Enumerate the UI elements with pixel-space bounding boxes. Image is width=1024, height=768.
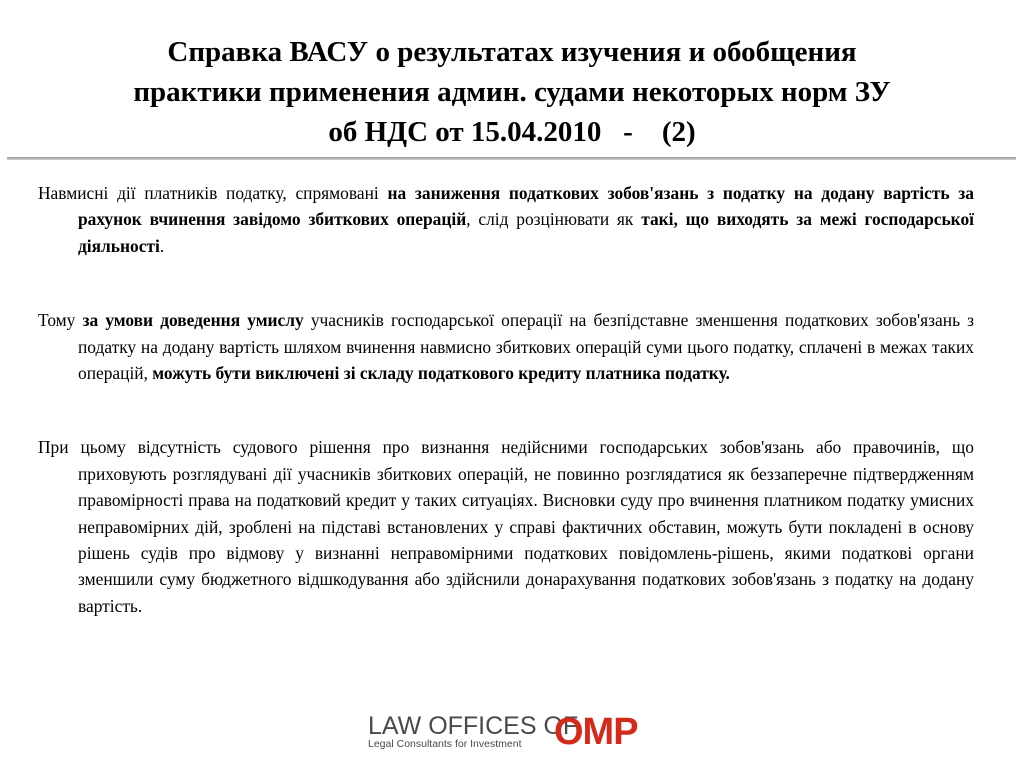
paragraph-2-emphasis: можуть бути виключені зі складу податкового кредиту платника податку. bbox=[152, 363, 730, 384]
title-divider bbox=[7, 157, 1016, 160]
paragraph-2 bbox=[38, 307, 974, 386]
slide-body bbox=[38, 180, 974, 619]
paragraph-2-segment: Тому bbox=[38, 310, 83, 331]
paragraph-1-segment: . bbox=[159, 235, 165, 256]
paragraph-1-segment: , слід розцінювати як bbox=[466, 209, 642, 230]
paragraph-1 bbox=[38, 180, 974, 259]
paragraph-3-segment: При цьому відсутність судового рішення про визнання недійсними господарських зобов'язань або правочинів, що приховують розглядувані дії учасників збиткових операцій, не повинно розглядатися як беззаперечне підтвердженням правомірності права на податковий кредит у таких ситуаціях. Висновки суду про вчинення платником податку умисних неправомірних дій, зроблені на підставі встановлених у справі фактичних обставин, можуть бути покладені в основу рішень судів про відмову у визнанні неправомірними податкових повідомлень-рішень, якими податкові органи зменшили суму бюджетного відшкодування або здійснили донарахування податкових зобов'язань з податку на додану вартість. bbox=[38, 437, 974, 616]
paragraph-1-emphasis: такі, що виходять за межі господарської діяльності bbox=[78, 209, 974, 256]
paragraph-1-emphasis: на заниження податкових зобов'язань з податку на додану вартість за рахунок вчинення завідомо збиткових операцій bbox=[78, 183, 974, 230]
title-line-1: Справка ВАСУ о результатах изучения и обобщения bbox=[167, 36, 857, 68]
logo-tagline: Legal Consultants for Investment bbox=[368, 738, 522, 750]
paragraph-2-emphasis: за умови доведення умислу bbox=[82, 310, 304, 331]
paragraph-3 bbox=[38, 434, 974, 619]
title-line-2: практики применения админ. судами некоторых норм ЗУ bbox=[133, 76, 891, 108]
paragraph-2-segment: учасників господарської операції на безпідставне зменшення податкових зобов'язань з податку на додану вартість шляхом вчинення навмисно збиткових операцій суми цього податку, сплачені в межах таких операцій, bbox=[78, 310, 975, 384]
logo-main-text: LAW OFFICES OF bbox=[368, 712, 579, 740]
paragraph-1-segment: Навмисні дії платників податку, спрямовані bbox=[38, 183, 388, 203]
law-offices-logo bbox=[368, 712, 658, 752]
title-line-3: об НДС от 15.04.2010 - (2) bbox=[328, 116, 696, 148]
logo-brand-mark: OMP bbox=[554, 711, 638, 753]
slide-title bbox=[20, 32, 1004, 152]
